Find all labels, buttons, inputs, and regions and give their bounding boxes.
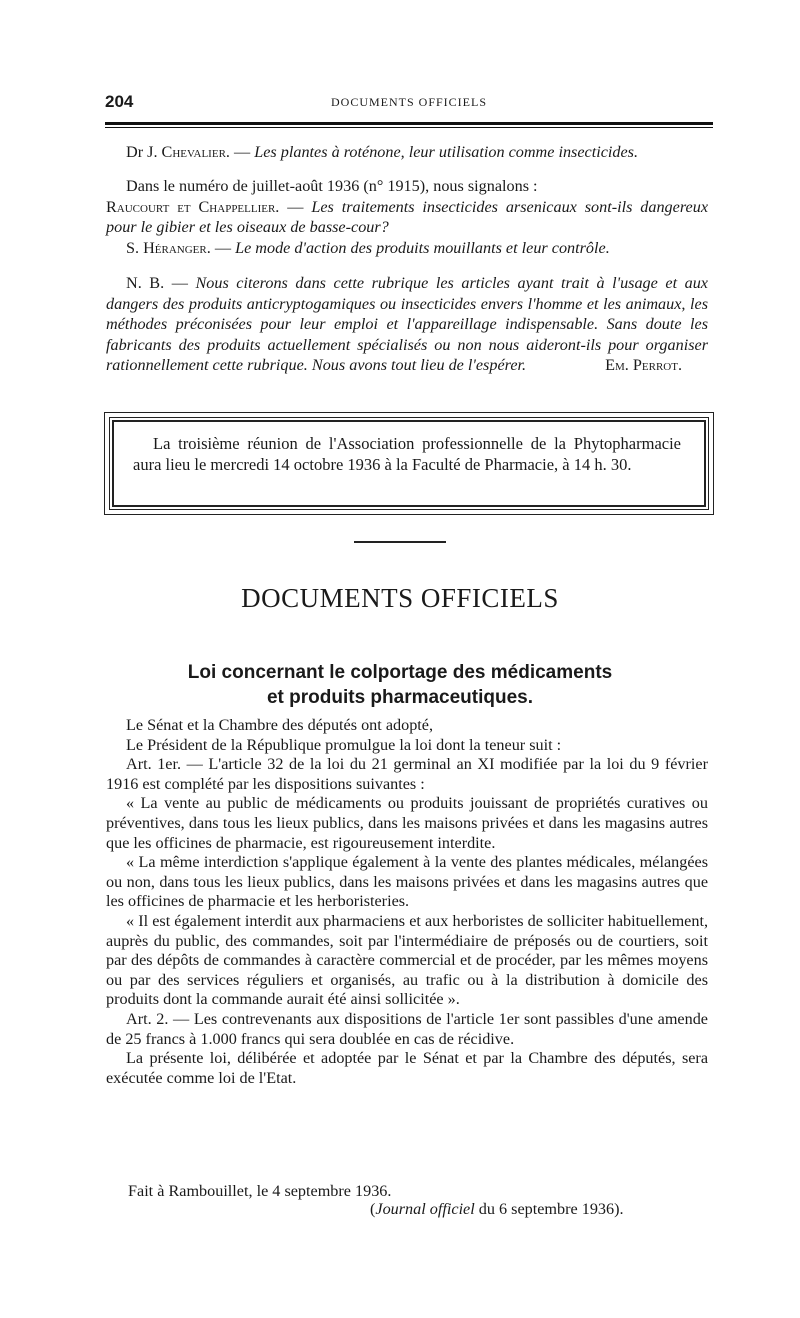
section-separator [354, 541, 446, 543]
reference-chevalier [106, 142, 708, 163]
page-number: 204 [105, 92, 134, 111]
reference-title: Les traitements insecticides arsenicaux sont-ils dangereux pour le gibier et les oiseaux de basse-cour? [106, 197, 709, 236]
law-paragraph: Le Président de la République promulgue la loi dont la teneur suit : [126, 735, 562, 754]
note-text: Nous citerons dans cette rubrique les articles ayant trait à l'usage et aux dangers des produits anticryptogamiques ou insecticides envers l'homme et les animaux, les méthodes préconisées pour leur emploi et l'appareillage indispensable. Sans doute les fabricants des produits actuellement spécialisés ou non nous aideront-ils pour organiser rationnellement cette rubrique. Nous avons tout lieu de l'espérer. [106, 274, 708, 374]
law-paragraph: Art. 2. — Les contrevenants aux dispositions de l'article 1er sont passibles d'une amende de 25 francs à 1.000 francs qui sera doublée en cas de récidive. [106, 1009, 708, 1048]
reference-heranger [106, 238, 708, 259]
reference-author: S. Héranger. [126, 238, 211, 257]
note-label: N. B. [126, 274, 165, 292]
law-paragraph: « La même interdiction s'applique également à la vente des plantes médicales, mélangées ou non, dans tous les lieux publics, dans les maisons privées et dans les magasins autres que les officines de pharmacie et les herboristeries. [106, 853, 708, 911]
page-header [105, 92, 713, 116]
section-title: DOCUMENTS OFFICIELS [241, 583, 559, 613]
reference-author: J. Chevalier. [147, 143, 230, 161]
reference-dash: — [229, 143, 255, 161]
reference-dash: — [210, 238, 236, 257]
running-title: DOCUMENTS OFFICIELS [330, 95, 487, 109]
journal-reference: (Journal officiel du 6 septembre 1936). [370, 1200, 624, 1218]
reference-title: Le mode d'action des produits mouillants et leur contrôle. [235, 238, 610, 257]
law-signature-place: Fait à Rambouillet, le 4 septembre 1936. [128, 1182, 392, 1200]
references-intro: Dans le numéro de juillet-août 1936 (n° 1915), nous signalons : [126, 177, 538, 195]
law-body [106, 716, 708, 1088]
law-paragraph: Le Sénat et la Chambre des députés ont adopté, [126, 716, 434, 734]
law-paragraph: La présente loi, délibérée et adoptée par le Sénat et par la Chambre des députés, sera exécutée comme loi de l'Etat. [106, 1049, 708, 1087]
reference-title: Les plantes à roténone, leur utilisation comme insecticides. [254, 143, 639, 161]
note-dash: — [164, 274, 196, 292]
reference-raucourt [106, 197, 708, 238]
reference-prefix: Dr [126, 143, 144, 161]
references-list [106, 176, 708, 258]
law-paragraph: « Il est également interdit aux pharmaciens et aux herboristes de solliciter habituellement, auprès du public, des commandes, soit par l'intermédiaire de préposés ou de courtiers, soit par des dépôts de commandes à caractère commercial et de procéder, par les mêmes moyens ou par des services réguliers et organisés, au trafic ou à la distribution à domicile des produits dont la commande aurait été ainsi sollicitée ». [106, 911, 708, 1009]
header-rule [105, 122, 713, 128]
law-title-line-2: et produits pharmaceutiques. [266, 687, 534, 708]
law-paragraph: Art. 1er. — L'article 32 de la loi du 21 germinal an XI modifiée par la loi du 9 février 1916 est complété par les dispositions suivantes : [106, 755, 708, 793]
reference-author: Raucourt et Chappellier. [106, 197, 280, 216]
journal-name: Journal officiel [375, 1200, 475, 1218]
note-signature: Em. Perrot. [605, 356, 682, 374]
law-paragraph: « La vente au public de médicaments ou produits jouissant de propriétés curatives ou préventives, dans tous les lieux publics, dans les maisons privées et dans les magasins autres que les officines de pharmacie, est rigoureusement interdite. [106, 794, 708, 852]
editor-note [106, 273, 708, 376]
law-title-line-1: Loi concernant le colportage des médicaments [187, 662, 613, 683]
announcement-text: La troisième réunion de l'Association professionnelle de la Phytopharmacie aura lieu le mercredi 14 octobre 1936 à la Faculté de Pharmacie, à 14 h. 30. [133, 434, 681, 474]
law-title [0, 660, 800, 710]
reference-dash: — [279, 197, 312, 216]
announcement-box [104, 412, 714, 515]
